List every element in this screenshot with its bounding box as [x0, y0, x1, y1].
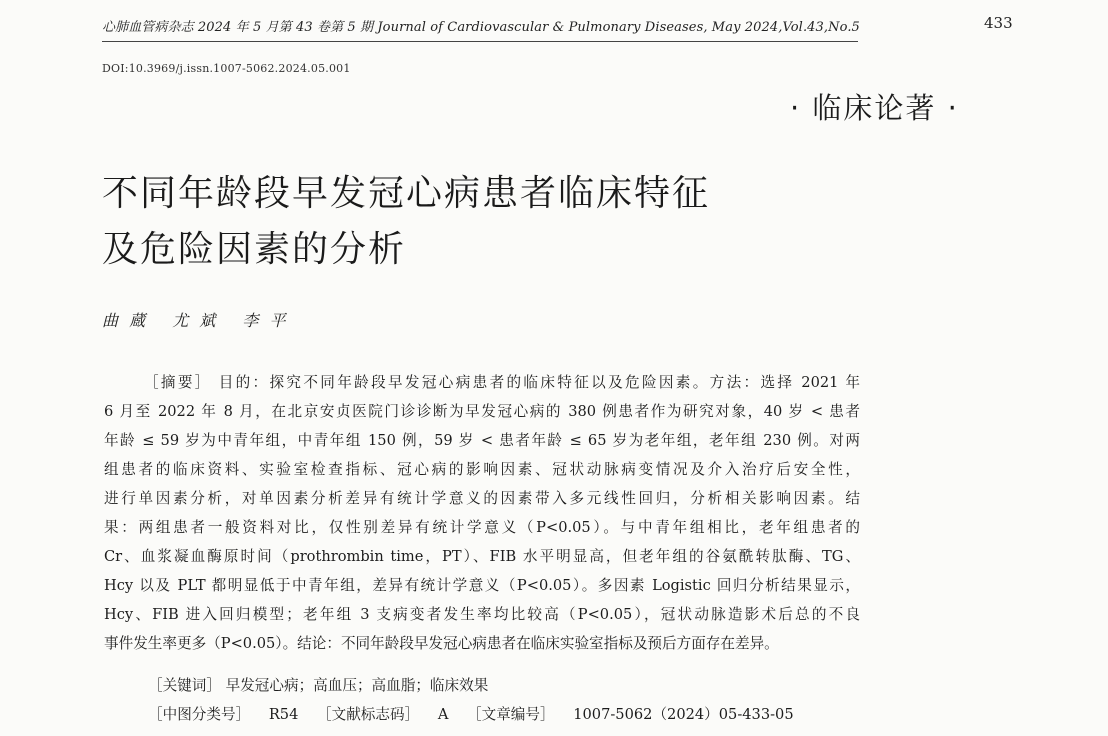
abstract-line: ［摘要］ 目的：探究不同年龄段早发冠心病患者的临床特征以及危险因素。方法：选择 2021 年	[144, 374, 860, 391]
abstract-line: 果：两组患者一般资料对比，仅性别差异有统计学意义（P<0.05）。与中青年组相比，老年组患者的	[104, 519, 860, 536]
author-1: 曲 蔵	[102, 311, 149, 330]
keywords: ［关键词］ 早发冠心病；高血压；高血脂；临床效果	[148, 677, 489, 694]
article-no-value: 1007-5062（2024）05-433-05	[573, 706, 794, 723]
abstract-line: 进行单因素分析，对单因素分析差异有统计学意义的因素带入多元线性回归，分析相关影响因素。结	[104, 490, 860, 507]
author-3: 李 平	[242, 311, 289, 330]
abstract-line: Cr、血浆凝血酶原时间（prothrombin time，PT）、FIB 水平明显高，但老年组的谷氨酰转肽酶、TG、	[104, 548, 860, 565]
abstract	[104, 368, 860, 658]
running-header: 心肺血管病杂志 2024 年 5 月第 43 卷第 5 期 Journal of Cardiovascular & Pulmonary Diseases, May 2024,Vol.43,No.5	[102, 20, 860, 35]
doc-code-value: A	[437, 706, 449, 723]
page-number: 433	[984, 14, 1013, 32]
doc-code-label: ［文献标志码］	[317, 706, 420, 723]
author-2: 尤 斌	[172, 311, 219, 330]
clc-value: R54	[268, 706, 299, 723]
abstract-line: Hcy、FIB 进入回归模型；老年组 3 支病变者发生率均比较高（P<0.05），冠状动脉造影术后总的不良	[104, 606, 860, 623]
abstract-line: 年龄 ≤ 59 岁为中青年组，中青年组 150 例，59 岁 < 患者年龄 ≤ 65 岁为老年组，老年组 230 例。对两	[104, 432, 860, 449]
classification-line	[148, 703, 808, 724]
title-line-2: 及危险因素的分析	[102, 229, 407, 270]
article-title	[102, 166, 862, 278]
section-tag: · 临床论著 ·	[790, 91, 959, 125]
authors	[102, 308, 304, 331]
doi: DOI:10.3969/j.issn.1007-5062.2024.05.001	[102, 62, 351, 75]
abstract-line: 6 月至 2022 年 8 月，在北京安贞医院门诊诊断为早发冠心病的 380 例患者作为研究对象，40 岁 < 患者	[104, 403, 860, 420]
abstract-line: Hcy 以及 PLT 都明显低于中青年组，差异有统计学意义（P<0.05）。多因素 Logistic 回归分析结果显示，	[104, 577, 860, 594]
abstract-line: 组患者的临床资料、实验室检查指标、冠心病的影响因素、冠状动脉病变情况及介入治疗后安全性，	[104, 461, 860, 478]
abstract-line: 事件发生率更多（P<0.05）。结论：不同年龄段早发冠心病患者在临床实验室指标及预后方面存在差异。	[104, 635, 779, 652]
clc-label: ［中图分类号］	[148, 706, 251, 723]
article-no-label: ［文章编号］	[467, 706, 555, 723]
header-rule	[102, 41, 858, 42]
title-line-1: 不同年龄段早发冠心病患者临床特征	[102, 173, 711, 214]
